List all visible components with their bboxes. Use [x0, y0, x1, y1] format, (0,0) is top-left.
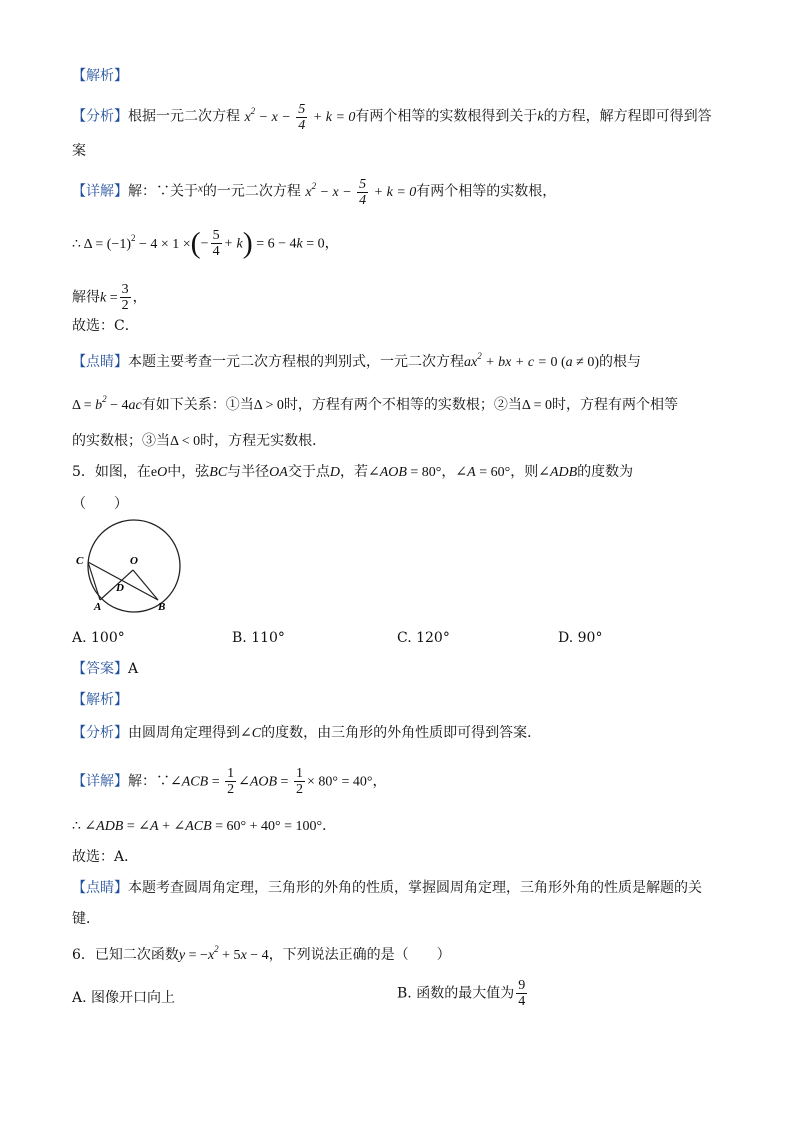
equation: $x^2 - x$ − $\frac{5}{4}$ + k = 0: [305, 177, 417, 208]
daan-tag: 【答案】: [72, 661, 128, 677]
dianjing-tag: 【点睛】: [72, 354, 128, 370]
jiexi-tag: 【解析】: [72, 68, 128, 84]
q4-analysis-line-2: [72, 141, 86, 161]
detail-text-2: 的一元二次方程: [202, 183, 301, 200]
q4-solution-k: 解得k = $\frac{3}{2}$ ，: [72, 282, 147, 313]
q6-option-b: B. 函数的最大值为 $\frac{9}{4}$: [397, 978, 526, 1009]
q6-option-a: A. 图像开口向上: [72, 990, 176, 1006]
q4-discriminant: ∴ $\Delta = (-1)^2 - 4 \times 1$ ×(− $\frac{5}{4}$ + k) = 6 − 4k = 0，: [72, 226, 339, 260]
analysis-text-1: 根据一元二次方程: [128, 108, 240, 125]
q5-summary-1: 【点睛】本题考查圆周角定理，三角形的外角的性质，掌握圆周角定理，三角形外角的性质是解题的关: [72, 880, 702, 896]
label-o: O: [130, 555, 138, 567]
q5-detail-2: ∴ ∠ADB = ∠A + ∠ACB = 60° + 40° = 100°．: [72, 818, 337, 834]
xiangjie-tag: 【详解】: [72, 183, 128, 200]
q6-stem: 6．已知二次函数$y = -x^2 + 5x - 4$，下列说法正确的是（ ）: [72, 944, 451, 963]
option-a: A. 100°: [72, 630, 125, 646]
detail-text-1: 解：∵关于: [128, 183, 198, 200]
analysis-text-4: 案: [72, 143, 86, 159]
label-a: A: [94, 601, 102, 613]
detail-text-3: 有两个相等的实数根，: [416, 183, 557, 200]
jiede-text: 解得: [72, 289, 100, 306]
q5-choice: 故选：A．: [72, 849, 139, 865]
label-b: B: [158, 601, 166, 613]
circle-figure: [70, 518, 192, 618]
q4-summary-line-2: $\Delta = b^2 - 4ac$有如下关系：①当Δ > 0时，方程有两个不相等的实数根；②当Δ = 0时，方程有两个相等: [72, 394, 679, 413]
q4-choice: 故选：C．: [72, 318, 139, 334]
option-c: C. 120°: [397, 630, 450, 646]
q4-summary-line-3: 的实数根；③当Δ < 0时，方程无实数根．: [72, 433, 327, 449]
answer-value: A: [128, 661, 139, 677]
q5-analysis: 【分析】由圆周角定理得到∠C的度数，由三角形的外角性质即可得到答案．: [72, 725, 542, 741]
option-b: B. 110°: [232, 630, 285, 646]
analysis-text-2: 有两个相等的实数根得到关于: [355, 108, 538, 125]
q4-analysis-line: 【分析】根据一元二次方程 $x^2 - x$ − $\frac{5}{4}$ + k = 0有两个相等的实数根得到关于k的方程，解方程即可得到答: [72, 102, 712, 133]
q4-detail-line: 【详解】解：∵关于$^x$的一元二次方程 $x^2 - x$ − $\frac{5}{4}$ + k = 0有两个相等的实数根，: [72, 177, 557, 208]
jiexi-heading: [72, 66, 128, 86]
fenxi-tag: 【分析】: [72, 108, 128, 125]
option-d: D. 90°: [558, 630, 603, 646]
equation: $x^2 - x$ − $\frac{5}{4}$ + k = 0: [244, 102, 356, 133]
q5-paren: （ ）: [72, 496, 128, 512]
q5-answer: [72, 659, 138, 679]
analysis-text-3: 的方程，解方程即可得到答: [543, 108, 712, 125]
q5-stem: 5．如图，在eO中，弦BC与半径OA交于点D，若∠AOB = 80°，∠A = 60°，则∠ADB的度数为: [72, 464, 634, 480]
q5-jiexi: 【解析】: [72, 692, 128, 708]
label-d: D: [116, 582, 124, 594]
radius-ob: [133, 570, 158, 600]
q5-summary-2: 键．: [72, 911, 100, 927]
label-c: C: [76, 555, 84, 567]
q5-detail: 【详解】解：∵∠ACB = $\frac{1}{2}$ ∠AOB = $\frac{1}{2}$ × 80° = 40°，: [72, 766, 387, 797]
q4-summary-line-1: 【点睛】本题主要考查一元二次方程根的判别式，一元二次方程$ax^2$ + bx + c = 0 (a ≠ 0)的根与: [72, 351, 642, 370]
